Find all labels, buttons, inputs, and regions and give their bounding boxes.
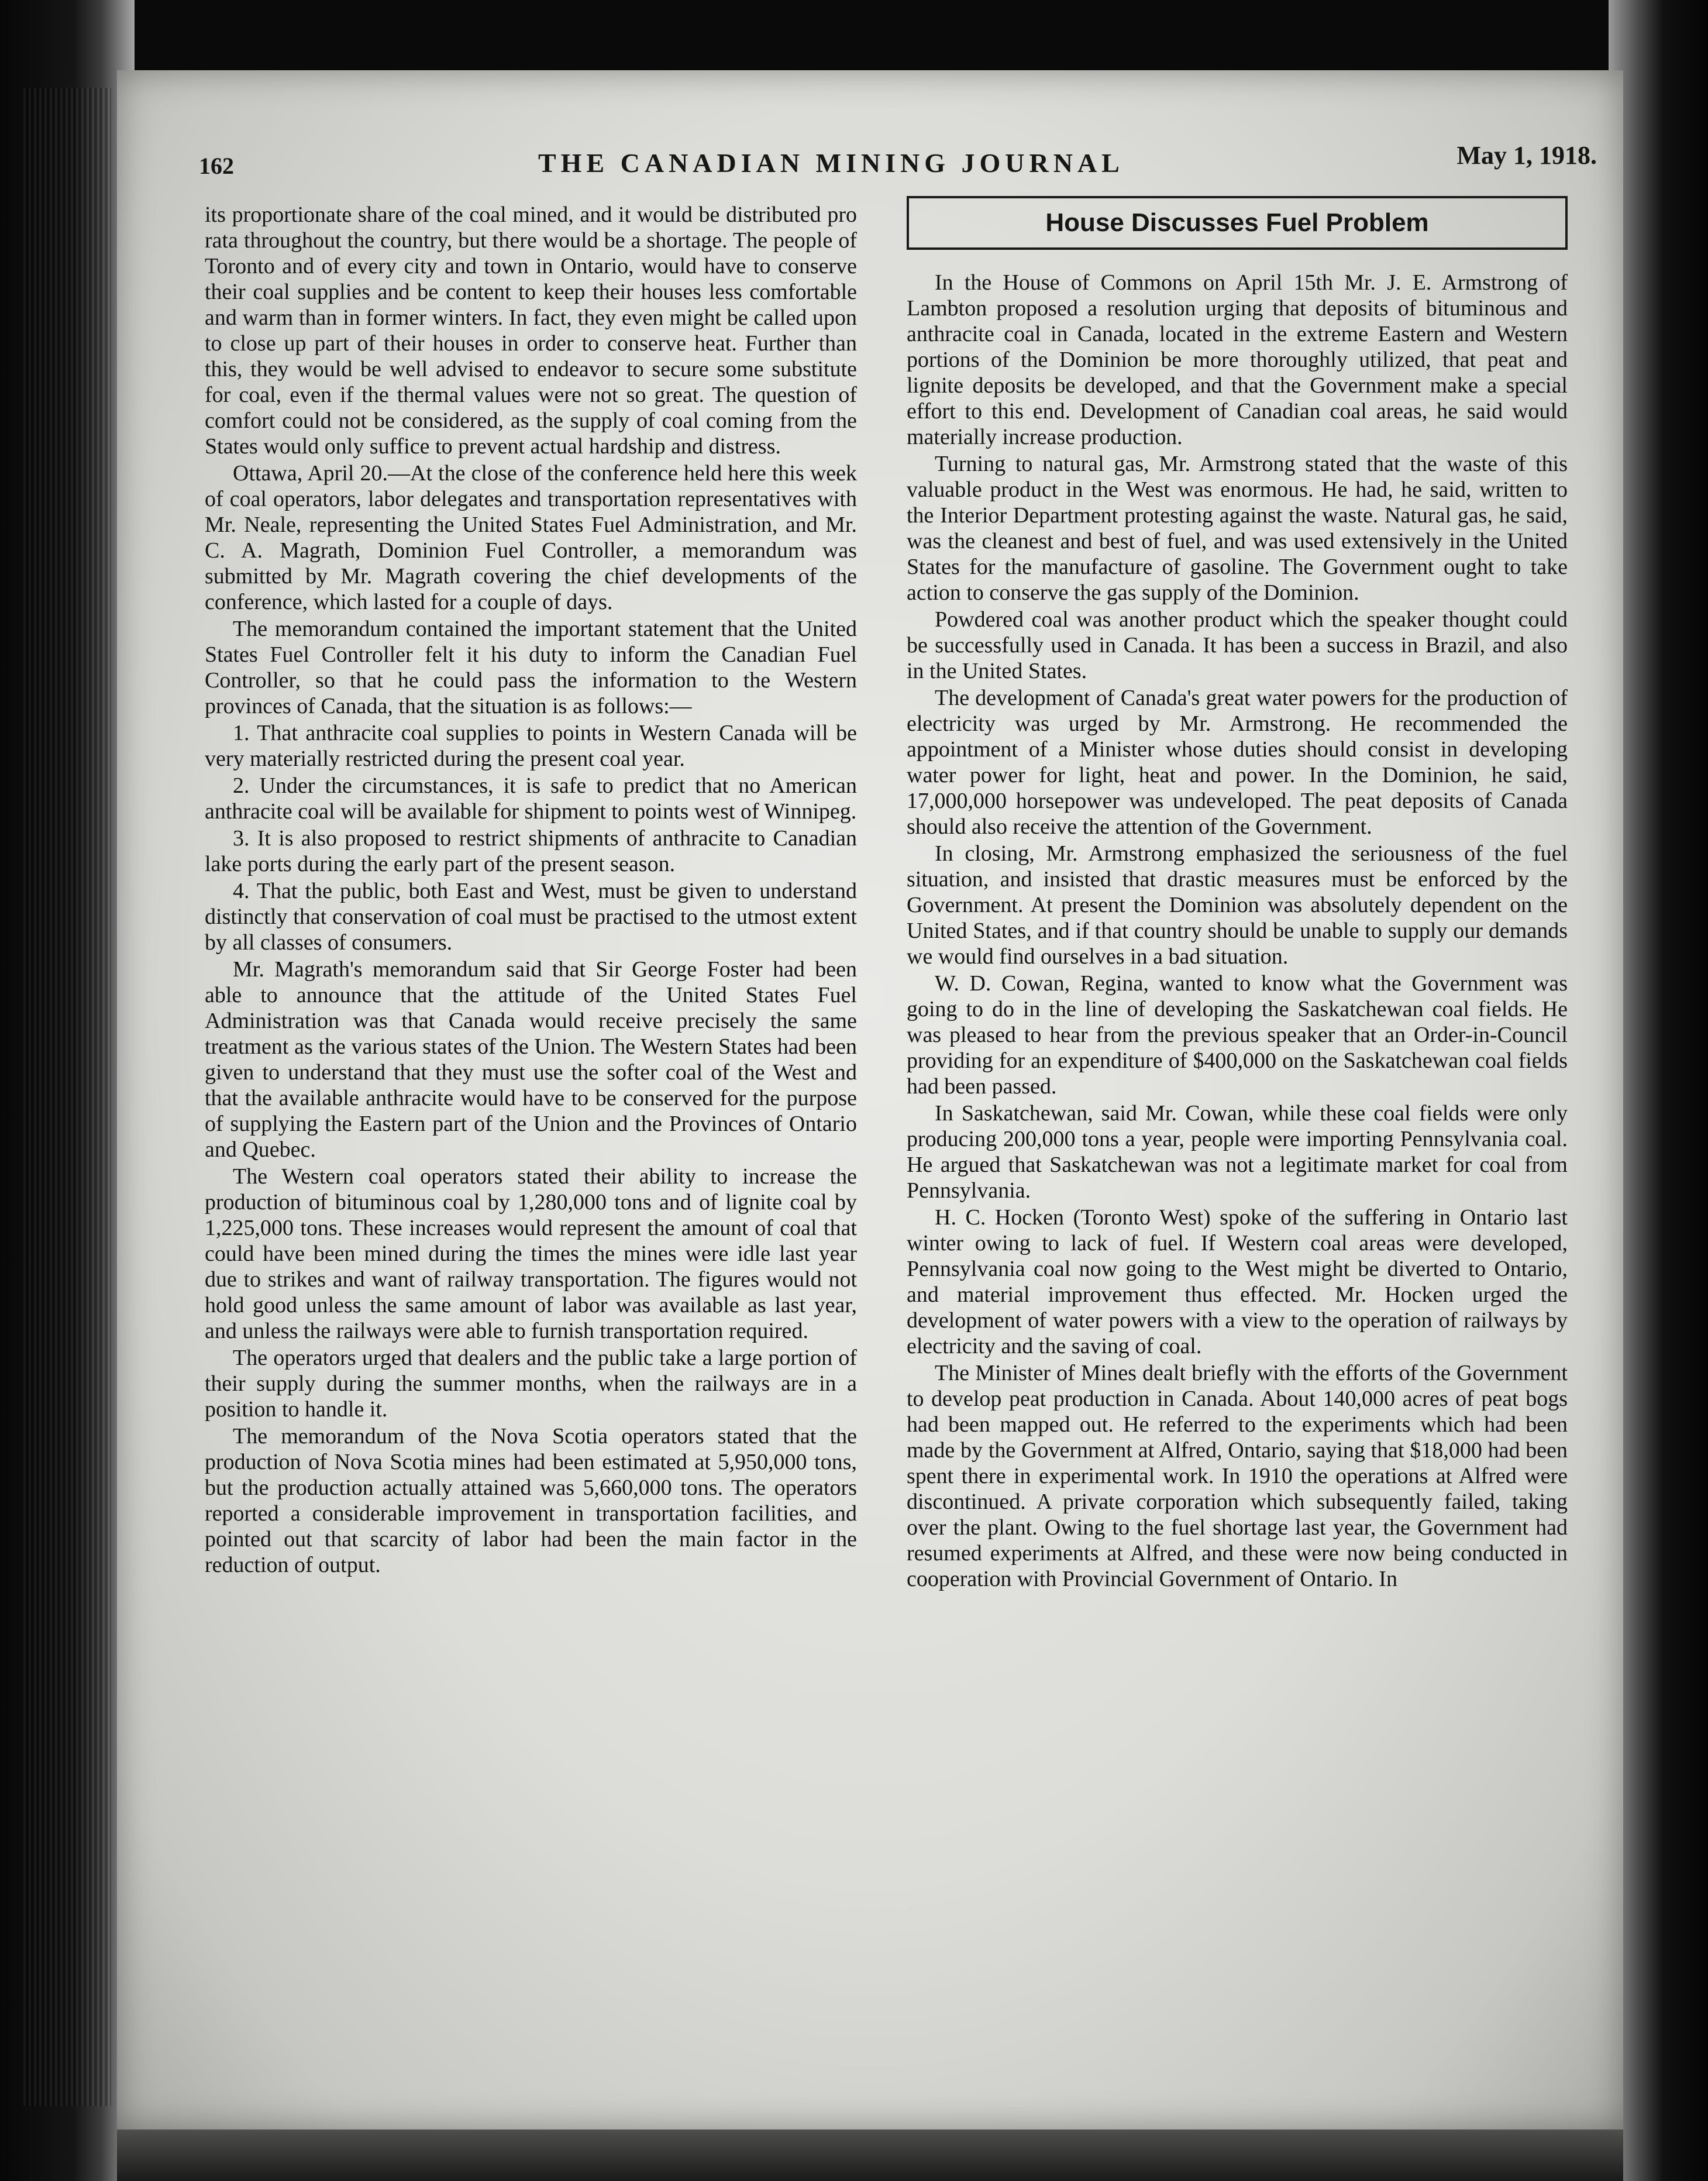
paragraph: In Saskatchewan, said Mr. Cowan, while these coal fields were only producing 200,000 tons a year, people were importing Pennsylvania coal. He argued that Saskatchewan was not a legitimate market for coal from Pennsylvania. [907,1101,1568,1203]
paragraph: its proportionate share of the coal mined, and it would be distributed pro rata throughout the country, but there would be a shortage. The people of Toronto and of every city and town in Ontario, would have to conserve their coal supplies and be content to keep their houses less comfortable and warm than in former winters. In fact, they even might be called upon to close up part of their houses in order to conserve heat. Further than this, they would be well advised to endeavor to secure some substitute for coal, even if the thermal values were not so great. The question of comfort could not be considered, as the supply of coal coming from the States would only suffice to prevent actual hardship and distress. [205,202,857,459]
paragraph: The memorandum contained the important statement that the United States Fuel Controller felt it his duty to inform the Canadian Fuel Controller, so that he could pass the information to the Western provinces of Canada, that the situation is as follows:— [205,617,857,718]
paragraph: Mr. Magrath's memorandum said that Sir George Foster had been able to announce that the attitude of the United States Fuel Administration was that Canada would receive precisely the same treatment as the various states of the Union. The Western States had been given to understand that they must use the softer coal of the West and that the available anthracite would have to be conserved for the purpose of supplying the Eastern part of the Union and the Provinces of Ontario and Quebec. [205,957,857,1162]
section-title: House Discusses Fuel Problem [907,196,1568,250]
list-item: 3. It is also proposed to restrict shipments of anthracite to Canadian lake ports during the early part of the present season. [205,826,857,876]
page-stack-edges [23,88,111,2106]
paragraph: The operators urged that dealers and the public take a large portion of their supply during the summer months, when the railways are in a position to handle it. [205,1346,857,1422]
right-binding-edge [1609,0,1708,2181]
issue-date: May 1, 1918. [1456,141,1597,170]
paragraph: The development of Canada's great water powers for the production of electricity was urged by Mr. Armstrong. He recommended the appointment of a Minister whose duties should consist in developing water power for light, heat and power. In the Dominion, he said, 17,000,000 horsepower was undeveloped. The peat deposits of Canada should also receive the attention of the Government. [907,686,1568,839]
paragraph: In the House of Commons on April 15th Mr. J. E. Armstrong of Lambton proposed a resolution urging that deposits of bituminous and anthracite coal in Canada, located in the extreme Eastern and Western portions of the Dominion be more thoroughly utilized, that peat and lignite deposits be developed, and that the Government make a special effort to this end. Development of Canadian coal areas, he said would materially increase production. [907,270,1568,449]
list-item: 2. Under the circumstances, it is safe to predict that no American anthracite coal will be available for shipment to points west of Winnipeg. [205,773,857,824]
paragraph: In closing, Mr. Armstrong emphasized the seriousness of the fuel situation, and insisted that drastic measures must be enforced by the Government. At present the Dominion was absolutely dependent on the United States, and if that country should be unable to supply our demands we would find ourselves in a bad situation. [907,841,1568,969]
left-binding-edge [0,0,135,2181]
paragraph: Ottawa, April 20.—At the close of the conference held here this week of coal operators, labor delegates and transportation representatives with Mr. Neale, representing the United States Fuel Administration, and Mr. C. A. Magrath, Dominion Fuel Controller, a memorandum was submitted by Mr. Magrath covering the chief developments of the conference, which lasted for a couple of days. [205,461,857,614]
paragraph: H. C. Hocken (Toronto West) spoke of the suffering in Ontario last winter owing to lack of fuel. If Western coal areas were developed, Pennsylvania coal now going to the West might be diverted to Ontario, and material improvement thus effected. Mr. Hocken urged the development of water powers with a view to the operation of railways by electricity and the saving of coal. [907,1205,1568,1358]
paragraph: Turning to natural gas, Mr. Armstrong stated that the waste of this valuable product in the West was enormous. He had, he said, written to the Interior Department protesting against the waste. Natural gas, he said, was the cleanest and best of fuel, and was used extensively in the United States for the manufacture of gasoline. The Government ought to take action to conserve the gas supply of the Dominion. [907,452,1568,605]
paragraph: The Minister of Mines dealt briefly with the efforts of the Government to develop peat production in Canada. About 140,000 acres of peat bogs had been mapped out. He referred to the experiments which had been made by the Government at Alfred, Ontario, saying that $18,000 had been spent there in experimental work. In 1910 the operations at Alfred were discontinued. A private corporation which subsequently failed, taking over the plant. Owing to the fuel shortage last year, the Government had resumed experiments at Alfred, and these were now being conducted in cooperation with Provincial Government of Ontario. In [907,1361,1568,1591]
journal-page [117,70,1623,2130]
paragraph: W. D. Cowan, Regina, wanted to know what the Government was going to do in the line of developing the Saskatchewan coal fields. He was pleased to hear from the previous speaker that an Order-in-Council providing for an expenditure of $400,000 on the Saskatchewan coal fields had been passed. [907,971,1568,1099]
paragraph: The Western coal operators stated their ability to increase the production of bituminous coal by 1,280,000 tons and of lignite coal by 1,225,000 tons. These increases would represent the amount of coal that could have been mined during the times the mines were idle last year due to strikes and want of railway transportation. The figures would not hold good unless the same amount of labor was available as last year, and unless the railways were able to furnish transportation required. [205,1164,857,1343]
right-column [907,196,1568,1593]
paragraph: The memorandum of the Nova Scotia operators stated that the production of Nova Scotia mines had been estimated at 5,950,000 tons, but the production actually attained was 5,660,000 tons. The operators reported a considerable improvement in transportation facilities, and pointed out that scarcity of labor had been the main factor in the reduction of output. [205,1424,857,1577]
page-header [199,135,1614,187]
page-number: 162 [199,153,234,179]
journal-title: THE CANADIAN MINING JOURNAL [538,148,1124,178]
list-item: 1. That anthracite coal supplies to points in Western Canada will be very materially restricted during the present coal year. [205,721,857,771]
left-column [205,202,857,1579]
list-item: 4. That the public, both East and West, must be given to understand distinctly that conservation of coal must be practised to the utmost extent by all classes of consumers. [205,879,857,955]
paragraph: Powdered coal was another product which the speaker thought could be successfully used in Canada. It has been a success in Brazil, and also in the United States. [907,607,1568,683]
